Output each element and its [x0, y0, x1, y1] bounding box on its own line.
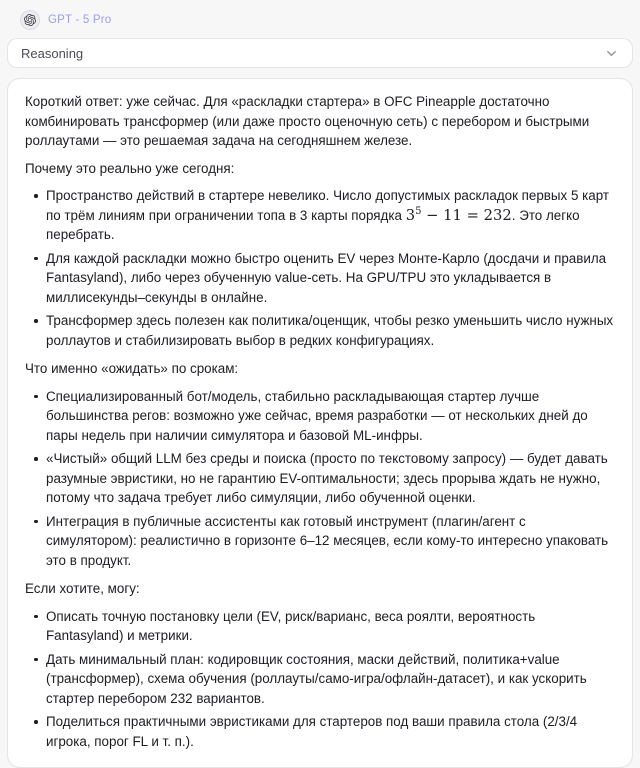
bullet-item: Пространство действий в стартере невелико. Число допустимых раскладок первых 5 карт по трём линиям при ограничении топа в 3 карты порядка $3^5 - 11 = 232$. Это легко перебрать.: [46, 186, 615, 245]
reasoning-toggle[interactable]: [7, 38, 633, 68]
bullet-list: [25, 607, 615, 752]
bullet-item: «Чистый» общий LLM без среды и поиска (просто по текстовому запросу) — будет давать разумные эвристики, но не гарантию EV-оптимальности; здесь прорыва ждать не нужно, потому что задача требует либо симуляции, либо обученной оценки.: [46, 449, 615, 508]
bullet-item: Специализированный бот/модель, стабильно раскладывающая стартер лучше большинства регов: возможно уже сейчас, время разработки — от нескольких дней до пары недель при наличии симулятора и базовой ML-инфры.: [46, 387, 615, 446]
bullet-item: Описать точную постановку цели (EV, риск/варианс, веса роялти, вероятность Fantasyland) и метрики.: [46, 607, 615, 646]
bullet-item: Дать минимальный план: кодировщик состояния, маски действий, политика+value (трансформер), схема обучения (роллауты/само-игра/офлайн-датасет), и как ускорить стартер перебором 232 вариантов.: [46, 650, 615, 709]
bullet-item: Для каждой раскладки можно быстро оценить EV через Монте-Карло (досдачи и правила Fantasyland), либо через обученную value-сеть. На GPU/TPU это укладывается в миллисекунды–секунды в онлайне.: [46, 249, 615, 308]
paragraph: Короткий ответ: уже сейчас. Для «раскладки стартера» в OFC Pineapple достаточно комбинировать трансформер (или даже просто оценочную сеть) с перебором и быстрыми роллаутами — это решаемая задача на сегодняшнем железе.: [25, 94, 590, 148]
reasoning-label: Reasoning: [21, 45, 84, 61]
assistant-message-card: [7, 78, 633, 768]
message-header: [7, 7, 633, 38]
chevron-down-icon[interactable]: [604, 46, 619, 61]
answer-content: [25, 92, 615, 751]
bullet-list: [25, 186, 615, 350]
bullet-item: Интеграция в публичные ассистенты как готовый инструмент (плагин/агент с симулятором): реалистично в горизонте 6–12 месяцев, если кому-то интересно упаковать это в продукт.: [46, 512, 615, 571]
openai-logo-icon: [20, 10, 40, 30]
model-label: GPT - 5 Pro: [48, 14, 112, 26]
section-heading: Если хотите, могу:: [25, 581, 140, 596]
section-heading: Почему это реально уже сегодня:: [25, 160, 235, 176]
bullet-list: [25, 387, 615, 571]
bullet-item: Трансформер здесь полезен как политика/оценщик, чтобы резко уменьшить число нужных роллаутов и стабилизировать выбор в редких конфигурациях.: [46, 311, 615, 350]
math-expression: $3^5 - 11 = 232$: [405, 205, 512, 224]
section-heading: Что именно «ожидать» по срокам:: [25, 361, 239, 376]
bullet-item: Поделиться практичными эвристиками для стартеров под ваши правила стола (2/3/4 игрока, порог FL и т. п.).: [46, 712, 615, 751]
